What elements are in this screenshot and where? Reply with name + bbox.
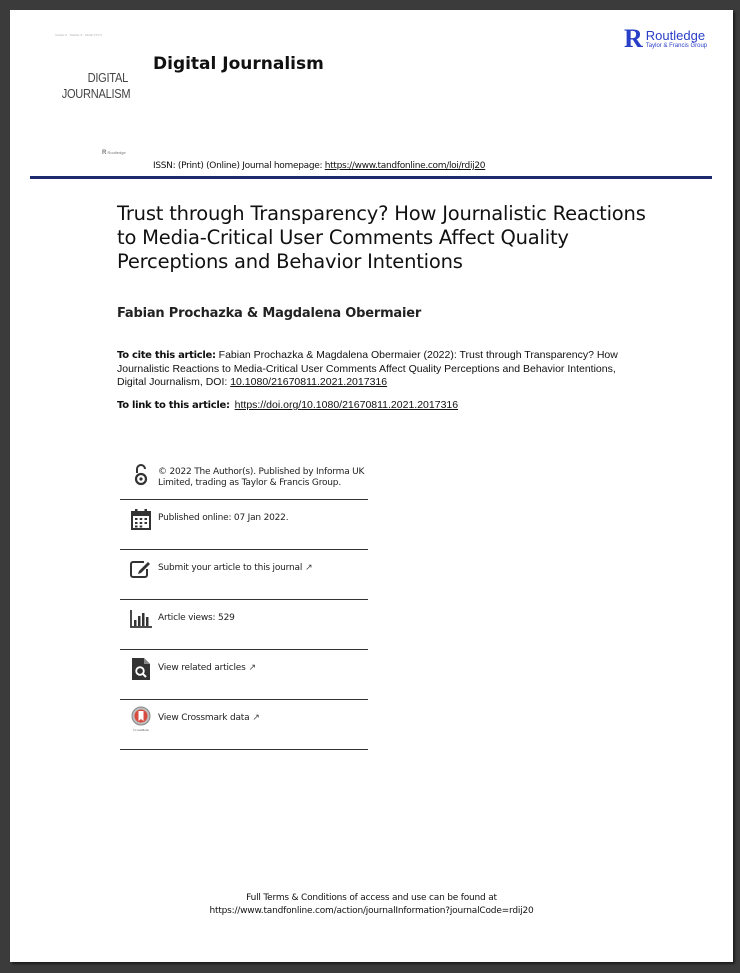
info-item-submit[interactable] [120,550,368,600]
header-divider [30,176,712,179]
info-item-crossmark[interactable] [120,700,368,750]
citation-block [117,349,637,390]
cover-logo [61,70,131,102]
issn-text: ISSN: (Print) (Online) Journal homepage: [153,161,325,171]
cover-logo-line2: JOURNALISM [61,86,131,101]
pdf-page [10,10,733,962]
copyright-text: © 2022 The Author(s). Published by Informa UK Limited, trading as Taylor & Francis Group. [158,467,365,488]
terms-footer [10,892,733,918]
published-date: Published online: 07 Jan 2022. [158,513,289,523]
article-views: Article views: 529 [158,613,235,623]
submit-article-link[interactable]: Submit your article to this journal ↗ [158,563,313,573]
info-item-copyright [120,456,368,500]
publisher-subtitle: Taylor & Francis Group [645,43,708,49]
cite-label: To cite this article: [117,350,216,361]
issn-line [153,161,485,171]
cover-logo-line1: DIGITAL [87,70,128,85]
crossmark-link[interactable]: View Crossmark data ↗ [158,713,260,723]
info-item-views [120,600,368,650]
publisher-name: Routledge [645,28,706,43]
related-articles-link[interactable]: View related articles ↗ [158,663,256,673]
issue-meta: Volume X · Number X · Month YYYY [55,33,103,37]
info-item-related[interactable] [120,650,368,700]
external-link-icon: ↗ [252,713,260,723]
cite-doi-link[interactable]: 10.1080/21670811.2021.2017316 [230,376,388,388]
edit-icon [127,556,155,582]
search-document-icon [127,656,155,682]
journal-title: Digital Journalism [153,54,324,74]
article-info-list [120,456,368,750]
external-link-icon: ↗ [248,663,256,673]
article-title: Trust through Transparency? How Journalistic Reactions to Media-Critical User Comments Affect Quality Perceptions and Behavior Intentions [117,202,646,273]
routledge-r-icon: R [624,24,643,53]
small-r-icon: R [102,150,107,156]
publisher-logo[interactable] [624,24,708,53]
external-link-icon: ↗ [305,563,313,573]
terms-link[interactable]: https://www.tandfonline.com/action/journalInformation?journalCode=rdij20 [209,906,534,916]
article-doi-link[interactable]: https://doi.org/10.1080/21670811.2021.2017316 [234,399,459,411]
link-label: To link to this article: [117,400,230,411]
article-authors: Fabian Prochazka & Magdalena Obermaier [117,306,422,321]
info-item-published [120,500,368,550]
open-access-icon [127,462,155,488]
cite-text: Fabian Prochazka & Magdalena Obermaier (2022): Trust through Transparency? How Journalistic Reactions to Media-Critical User Comments Affect Quality Perceptions and Behavior Intentions, Digital Journalism, DOI: [117,349,618,388]
small-publisher-logo: R Routledge [102,150,126,156]
bar-chart-icon [127,606,155,632]
calendar-icon [127,506,155,532]
article-link-line [117,399,458,411]
terms-text: Full Terms & Conditions of access and use can be found at [246,893,497,903]
svg-text:CrossMark: CrossMark [133,728,149,732]
crossmark-icon [127,706,155,732]
journal-homepage-link[interactable]: https://www.tandfonline.com/loi/rdij20 [324,161,486,171]
